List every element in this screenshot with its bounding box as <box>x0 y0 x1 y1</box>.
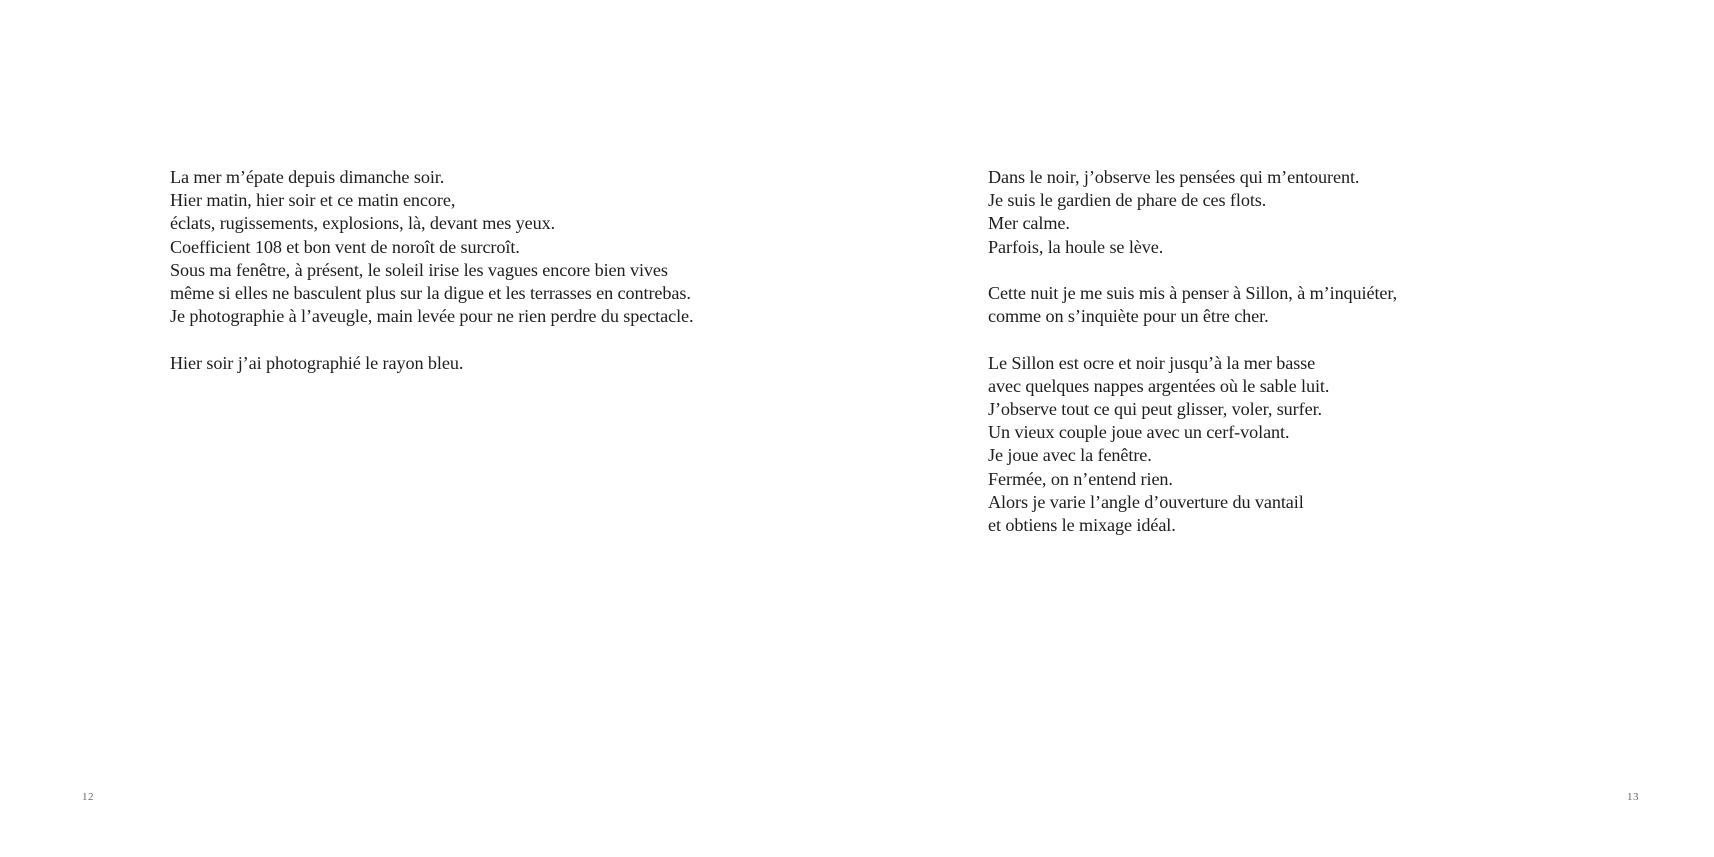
text-line: Mer calme. <box>988 213 1070 234</box>
text-line: éclats, rugissements, explosions, là, devant mes yeux. <box>170 213 556 234</box>
stanza <box>988 352 1397 538</box>
text-line: Je joue avec la fenêtre. <box>988 445 1152 466</box>
page-number: 13 <box>1627 791 1639 803</box>
right-page <box>857 0 1714 857</box>
text-line: La mer m’épate depuis dimanche soir. <box>170 167 445 187</box>
text-line: Un vieux couple joue avec un cerf-volant. <box>988 422 1290 443</box>
text-line: Dans le noir, j’observe les pensées qui m’entourent. <box>988 167 1360 187</box>
page-number: 12 <box>82 791 94 803</box>
text-line: Je suis le gardien de phare de ces flots. <box>988 190 1267 211</box>
text-line: avec quelques nappes argentées où le sable luit. <box>988 375 1330 396</box>
stanza <box>988 282 1397 328</box>
stanza <box>988 166 1397 259</box>
text-line: même si elles ne basculent plus sur la digue et les terrasses en contrebas. <box>170 283 691 304</box>
text-line: Le Sillon est ocre et noir jusqu’à la mer basse <box>988 352 1316 373</box>
stanza <box>170 166 693 328</box>
text-line: Cette nuit je me suis mis à penser à Sillon, à m’inquiéter, <box>988 283 1398 303</box>
text-line: comme on s’inquiète pour un être cher. <box>988 306 1269 327</box>
text-line: Sous ma fenêtre, à présent, le soleil irise les vagues encore bien vives <box>170 259 668 280</box>
text-line: Parfois, la houle se lève. <box>988 236 1164 257</box>
left-page-text <box>170 166 693 375</box>
text-line: Alors je varie l’angle d’ouverture du vantail <box>988 491 1304 512</box>
text-line: Coefficient 108 et bon vent de noroît de surcroît. <box>170 236 520 257</box>
text-line: Hier soir j’ai photographié le rayon bleu. <box>170 352 464 373</box>
text-line: Hier matin, hier soir et ce matin encore, <box>170 190 456 211</box>
text-line: et obtiens le mixage idéal. <box>988 515 1176 536</box>
text-line: Je photographie à l’aveugle, main levée pour ne rien perdre du spectacle. <box>170 306 694 327</box>
text-line: Fermée, on n’entend rien. <box>988 468 1173 489</box>
right-page-text <box>988 166 1397 537</box>
text-line: J’observe tout ce qui peut glisser, voler, surfer. <box>988 399 1322 419</box>
stanza <box>170 352 693 375</box>
